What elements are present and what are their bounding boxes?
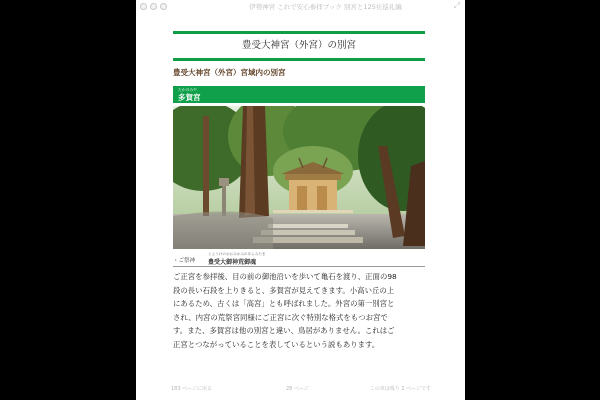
section-title: 豊受大神宮（外宮）宮域内の別宮 bbox=[173, 68, 286, 77]
reader-footer bbox=[136, 385, 465, 395]
shrine-name: 多賀宮 bbox=[178, 93, 201, 102]
zoom-window-button[interactable] bbox=[160, 3, 167, 10]
shrine-photo-image bbox=[173, 106, 425, 249]
close-window-button[interactable] bbox=[140, 3, 147, 10]
body-line: 正宮とつながっていることを表しているという説もあります。 bbox=[173, 339, 380, 349]
body-line: 段の長い石段を上りきると、多賀宮が見えてきます。小高い丘の上 bbox=[173, 285, 395, 295]
deity-label: ・ご祭神 bbox=[173, 258, 196, 264]
body-line: にあるため、古くは「高宮」とも呼ばれました。外宮の第一別宮と bbox=[173, 299, 395, 308]
window-title: 伊勢神宮 これで安心参拝ブック 別宮と125社巡礼編 bbox=[249, 3, 402, 11]
pages-remaining: この章は残り 1 ページです bbox=[369, 386, 431, 392]
body-text bbox=[173, 270, 429, 351]
fullscreen-icon[interactable]: ⤢ bbox=[453, 1, 460, 10]
deity-name-ruby: とようけのおおみかみのあらみたま bbox=[208, 252, 266, 256]
shrine-name-bar bbox=[173, 86, 425, 103]
chapter-title: 豊受大神宮（外宮）の別宮 bbox=[241, 40, 356, 51]
shrine-name-ruby: たかのみや bbox=[178, 87, 197, 92]
book-reader-window bbox=[136, 0, 465, 400]
shrine-photo bbox=[173, 106, 425, 249]
body-line: ご正宮を参拝後、目の前の御池沿いを歩いて亀石を渡り、正面の98 bbox=[173, 272, 397, 281]
minimize-window-button[interactable] bbox=[150, 3, 157, 10]
deity-name: 豊受大御神荒御魂 bbox=[208, 259, 257, 266]
chapter-heading bbox=[173, 31, 425, 61]
title-bar bbox=[136, 0, 465, 14]
body-line: され、内宮の荒祭宮同様にご正宮に次ぐ特別な格式をもつお宮で bbox=[173, 312, 388, 322]
page-number: 28 ページ bbox=[286, 386, 309, 392]
divider bbox=[173, 266, 425, 267]
deity-row bbox=[173, 252, 425, 266]
window-controls bbox=[140, 3, 167, 10]
body-line: す。また、多賀宮は他の別宮と違い、鳥居がありません。これはご bbox=[173, 326, 395, 335]
back-to-page-link[interactable]: 183 ページに戻る bbox=[171, 386, 213, 392]
